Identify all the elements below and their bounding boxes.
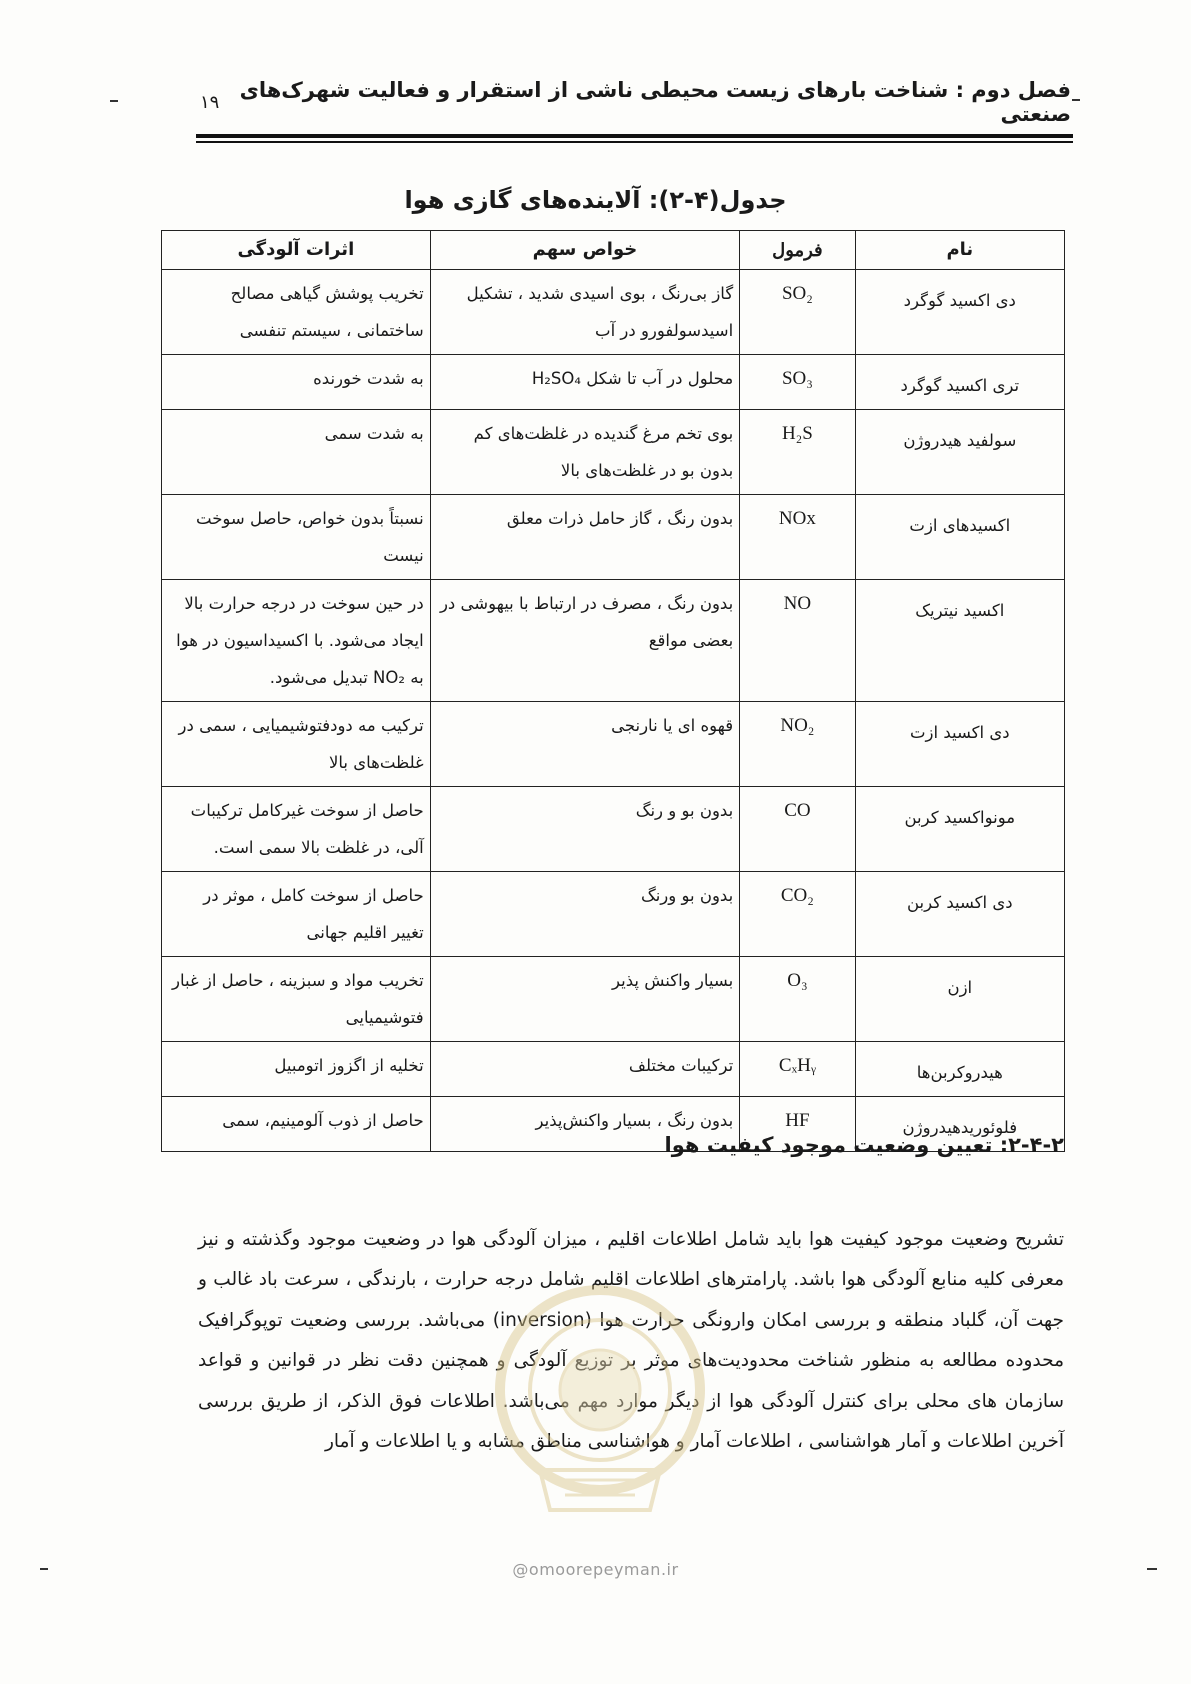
cell-properties: بوی تخم مرغ گندیده در غلظت‌های کم بدون بو در غلظت‌های بالا — [430, 410, 740, 495]
scan-mark — [110, 100, 118, 102]
cell-formula: NOx — [740, 495, 855, 580]
table-row — [162, 270, 1065, 355]
cell-name: مونواکسید کربن — [855, 787, 1064, 872]
cell-effects: به شدت خورنده — [162, 355, 431, 410]
cell-properties: محلول در آب تا شکل H₂SO₄ — [430, 355, 740, 410]
header-rule-thick — [196, 134, 1073, 138]
cell-formula: NO₂ — [740, 702, 855, 787]
cell-name: دی اکسید ازت — [855, 702, 1064, 787]
cell-formula: O₃ — [740, 957, 855, 1042]
table-row — [162, 957, 1065, 1042]
cell-name: ازن — [855, 957, 1064, 1042]
scan-mark — [1072, 99, 1080, 101]
scan-mark — [1147, 1568, 1157, 1570]
running-title: فصل دوم : شناخت بارهای زیست محیطی ناشی از استقرار و فعالیت شهرک‌های صنعتی — [239, 78, 1071, 126]
table-row — [162, 872, 1065, 957]
table-caption: جدول(۴-۲): آلاینده‌های گازی هوا — [404, 186, 787, 214]
cell-effects: تخریب مواد و سبزینه ، حاصل از غبار فتوشیمیایی — [162, 957, 431, 1042]
cell-name: فلوئوریدهیدروژن — [855, 1097, 1064, 1152]
pollutants-table — [161, 230, 1065, 1152]
header-formula: فرمول — [740, 231, 855, 270]
cell-name: هیدروکربن‌ها — [855, 1042, 1064, 1097]
cell-properties: بدون رنگ ، گاز حامل ذرات معلق — [430, 495, 740, 580]
cell-effects: حاصل از سوخت غیرکامل ترکیبات آلی، در غلظت بالا سمی است. — [162, 787, 431, 872]
cell-properties: بدون بو ورنگ — [430, 872, 740, 957]
cell-formula: NO — [740, 580, 855, 702]
watermark-text: @omoorepeyman.ir — [512, 1560, 679, 1579]
cell-properties: بدون رنگ ، بسیار واکنش‌پذیر — [430, 1097, 740, 1152]
cell-effects: حاصل از سوخت کامل ، موثر در تغییر اقلیم جهانی — [162, 872, 431, 957]
cell-effects: ترکیب مه دودفتوشیمیایی ، سمی در غلظت‌های بالا — [162, 702, 431, 787]
cell-properties: بدون بو و رنگ — [430, 787, 740, 872]
body-paragraph: تشریح وضعیت موجود کیفیت هوا باید شامل اطلاعات اقلیم ، میزان آلودگی هوا در وضعیت موجود وگذشته و نیز معرفی کلیه منابع آلودگی هوا باشد. پارامترهای اطلاعات اقلیم شامل درجه حرارت ، بارندگی ، سرعت باد غالب و جهت آن، گلباد منطقه و بررسی امکان وارونگی حرارت هوا (inversion) می‌باشد. بررسی وضعیت توپوگرافیک محدوده مطالعه به منظور شناخت محدودیت‌های موثر بر توزیع آلودگی و همچنین دقت نظر در قوانین و قواعد سازمان های محلی برای کنترل آلودگی هوا از دیگر موارد مهم می‌باشد. اطلاعات فوق الذکر، از طریق بررسی آخرین اطلاعات و آمار هواشناسی ، اطلاعات آمار و هواشناسی مناطق مشابه و یا اطلاعات و آمار — [198, 1229, 1064, 1453]
header-rule-thin — [196, 141, 1073, 143]
cell-name: اکسید نیتریک — [855, 580, 1064, 702]
header-effects: اثرات آلودگی — [162, 231, 431, 270]
cell-properties: ترکیبات مختلف — [430, 1042, 740, 1097]
table-row — [162, 787, 1065, 872]
table-header-row — [162, 231, 1065, 270]
table-row — [162, 410, 1065, 495]
section-heading: ۲-۴-۲: تعیین وضعیت موجود کیفیت هوا — [664, 1133, 1064, 1157]
cell-formula: HF — [740, 1097, 855, 1152]
cell-properties: گاز بی‌رنگ ، بوی اسیدی شدید ، تشکیل اسیدسولفورو در آب — [430, 270, 740, 355]
cell-effects: در حین سوخت در درجه حرارت بالا ایجاد می‌شود. با اکسیداسیون در هوا به NO₂ تبدیل می‌شود. — [162, 580, 431, 702]
cell-effects: تخلیه از اگزوز اتومبیل — [162, 1042, 431, 1097]
cell-formula: CₓHᵧ — [740, 1042, 855, 1097]
cell-name: دی اکسید گوگرد — [855, 270, 1064, 355]
page-header — [200, 78, 1071, 126]
cell-name: سولفید هیدروژن — [855, 410, 1064, 495]
cell-formula: SO₃ — [740, 355, 855, 410]
cell-effects: حاصل از ذوب آلومینیم، سمی — [162, 1097, 431, 1152]
cell-effects: تخریب پوشش گیاهی مصالح ساختمانی ، سیستم تنفسی — [162, 270, 431, 355]
page-number: ۱۹ — [200, 91, 220, 113]
cell-formula: CO₂ — [740, 872, 855, 957]
cell-effects: نسبتاً بدون خواص، حاصل سوخت نیست — [162, 495, 431, 580]
table-row — [162, 355, 1065, 410]
cell-formula: CO — [740, 787, 855, 872]
cell-formula: SO₂ — [740, 270, 855, 355]
cell-formula: H₂S — [740, 410, 855, 495]
cell-name: تری اکسید گوگرد — [855, 355, 1064, 410]
header-name: نام — [855, 231, 1064, 270]
cell-name: دی اکسید کربن — [855, 872, 1064, 957]
cell-properties: بسیار واکنش پذیر — [430, 957, 740, 1042]
table-row — [162, 495, 1065, 580]
cell-effects: به شدت سمی — [162, 410, 431, 495]
cell-name: اکسیدهای ازت — [855, 495, 1064, 580]
cell-properties: قهوه ای یا نارنجی — [430, 702, 740, 787]
cell-properties: بدون رنگ ، مصرف در ارتباط با بیهوشی در بعضی مواقع — [430, 580, 740, 702]
table-row — [162, 580, 1065, 702]
scan-mark — [40, 1568, 48, 1570]
table-row — [162, 1042, 1065, 1097]
header-properties: خواص سهم — [430, 231, 740, 270]
table-row — [162, 702, 1065, 787]
